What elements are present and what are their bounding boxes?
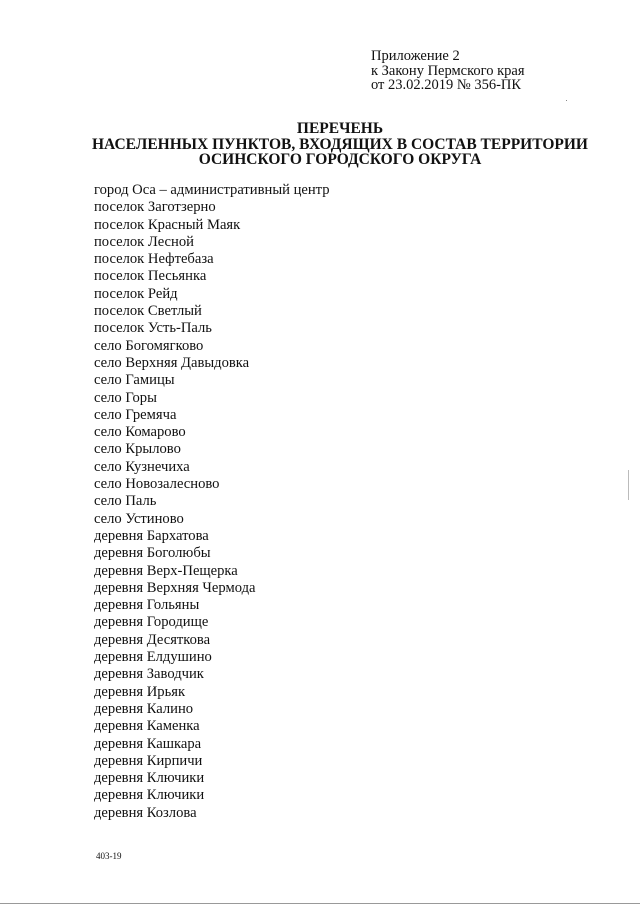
settlement-item: деревня Гольяны: [94, 597, 200, 614]
settlement-item: поселок Красный Маяк: [94, 216, 241, 233]
settlement-item: деревня Кашкара: [94, 735, 202, 752]
settlement-item: село Горы: [94, 389, 157, 406]
scan-edge-mark: [628, 470, 629, 500]
settlement-item: деревня Заводчик: [94, 666, 204, 683]
settlement-item: деревня Елдушино: [94, 649, 212, 666]
settlement-item: деревня Боголюбы: [94, 545, 211, 562]
settlement-item: село Комарово: [94, 424, 186, 441]
appendix-line-2: к Закону Пермского края: [371, 62, 525, 79]
settlement-item: деревня Ключики: [94, 787, 205, 804]
settlement-item: деревня Ключики: [94, 770, 205, 787]
document-heading: [80, 121, 600, 168]
settlement-item: город Оса – административный центр: [94, 182, 330, 198]
settlement-item: поселок Лесной: [94, 233, 194, 250]
settlement-list: [94, 182, 330, 822]
settlement-item: деревня Городище: [94, 614, 209, 631]
settlement-item: деревня Каменка: [94, 718, 200, 735]
heading-line-3: ОСИНСКОГО ГОРОДСКОГО ОКРУГА: [198, 151, 482, 168]
appendix-reference: [371, 49, 525, 93]
settlement-item: поселок Рейд: [94, 285, 178, 302]
settlement-item: село Новозалесново: [94, 476, 220, 493]
settlement-item: поселок Усть-Паль: [94, 320, 212, 337]
settlement-item: деревня Верхняя Чермода: [94, 579, 256, 596]
settlement-item: деревня Бархатова: [94, 527, 209, 544]
settlement-item: село Кузнечиха: [94, 458, 190, 475]
settlement-item: село Крылово: [94, 441, 181, 458]
appendix-line-3: от 23.02.2019 № 356-ПК: [371, 77, 522, 93]
settlement-item: село Устиново: [94, 510, 184, 527]
settlement-item: поселок Заготзерно: [94, 199, 216, 216]
scan-speck: [566, 100, 567, 101]
settlement-item: деревня Верх-Пещерка: [94, 562, 238, 579]
settlement-item: село Гамицы: [94, 372, 175, 389]
settlement-item: деревня Калино: [94, 700, 194, 717]
settlement-item: поселок Светлый: [94, 303, 202, 320]
footer-code: 403-19: [96, 851, 122, 861]
settlement-item: поселок Нефтебаза: [94, 251, 214, 268]
settlement-item: село Богомягково: [94, 337, 204, 354]
settlement-item: село Верхняя Давыдовка: [94, 354, 250, 371]
settlement-item: деревня Десяткова: [94, 631, 211, 648]
settlement-item: деревня Ирьяк: [94, 683, 186, 700]
settlement-item: село Гремяча: [94, 406, 177, 423]
settlement-item: село Паль: [94, 493, 157, 510]
heading-line-1: ПЕРЕЧЕНЬ: [296, 120, 384, 137]
settlement-item: деревня Кирпичи: [94, 752, 203, 769]
settlement-item: деревня Козлова: [94, 804, 197, 821]
page-bottom-edge: [0, 903, 640, 904]
settlement-item: поселок Песьянка: [94, 268, 207, 285]
heading-line-2: НАСЕЛЕННЫХ ПУНКТОВ, ВХОДЯЩИХ В СОСТАВ ТЕРРИТОРИИ: [91, 135, 588, 153]
appendix-line-1: Приложение 2: [371, 48, 460, 64]
